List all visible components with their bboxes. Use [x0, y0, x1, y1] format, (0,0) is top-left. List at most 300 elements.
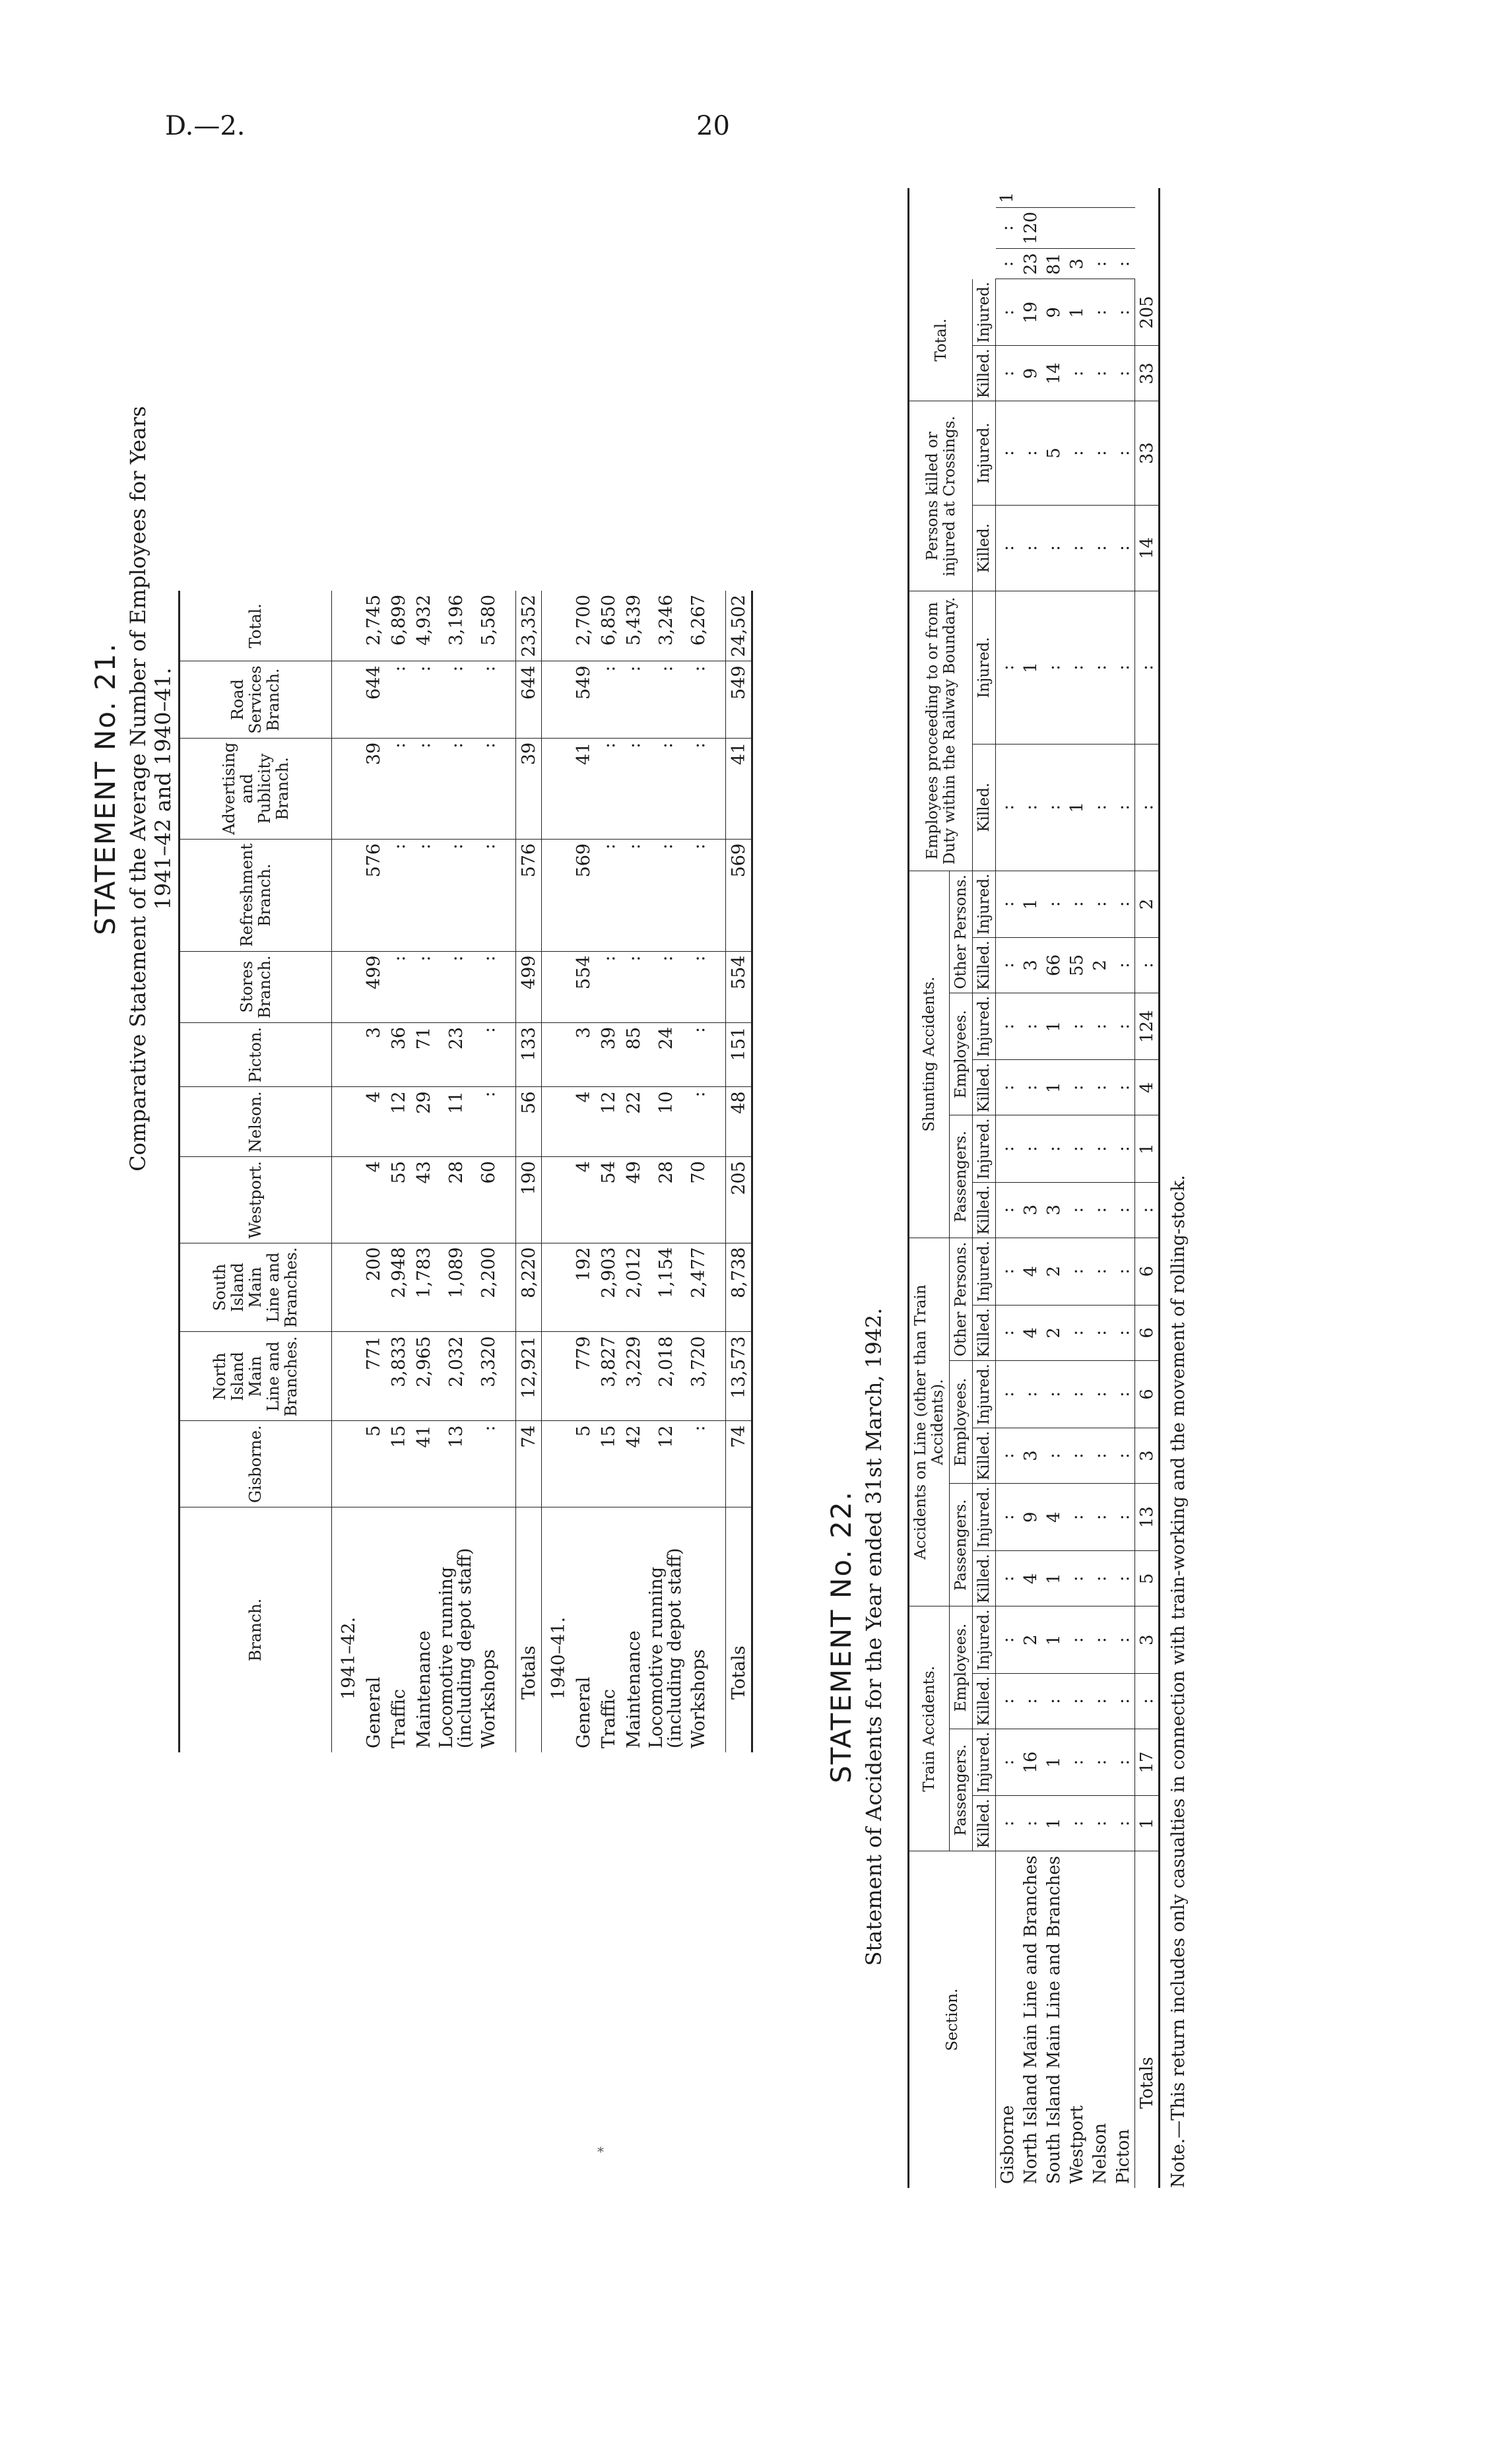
table-row	[621, 591, 646, 1752]
empty-cell	[711, 661, 726, 738]
empty-cell	[332, 738, 362, 839]
table-row	[996, 188, 1020, 2188]
table-cell: 41	[571, 738, 596, 839]
table-cell	[1042, 188, 1065, 207]
table-cell: 3	[361, 1022, 386, 1086]
table-cell: :	[1065, 1673, 1088, 1729]
table-cell: :	[1111, 401, 1135, 506]
table-cell: 41	[411, 1421, 436, 1507]
table-cell: 192	[571, 1243, 596, 1332]
table-cell: :	[1088, 1729, 1111, 1795]
statement-21-table-wrapper	[178, 591, 753, 1752]
col-shunt-employees: Employees.	[950, 993, 973, 1115]
statement-22-table	[907, 188, 1160, 2188]
totals-cell: 5	[1135, 1551, 1160, 1606]
table-cell: 1,783	[411, 1243, 436, 1332]
table-cell: 3	[1019, 1428, 1042, 1483]
col-header-7: Stores Branch.	[180, 951, 332, 1022]
table-cell: :	[386, 951, 411, 1022]
page-number: 20	[696, 111, 730, 141]
empty-cell	[501, 839, 516, 951]
totals-cell: :	[1135, 1673, 1160, 1729]
table-cell: :	[1111, 1060, 1135, 1115]
totals-cell: 569	[726, 839, 752, 951]
totals-cell: 8,220	[516, 1243, 542, 1332]
branch-name: Maintenance	[623, 1630, 644, 1748]
table-cell: 12	[596, 1087, 621, 1157]
table-cell: 2,965	[411, 1332, 436, 1421]
table-cell: :	[1042, 1673, 1065, 1729]
totals-label: Totals	[516, 1507, 542, 1752]
totals-cell: 41	[726, 738, 752, 839]
empty-cell	[542, 839, 572, 951]
totals-cell: 74	[726, 1421, 752, 1507]
spacer-row	[711, 591, 726, 1752]
branch-name: Traffic	[388, 1689, 409, 1748]
table-cell: 4	[361, 1157, 386, 1243]
table-cell	[1019, 188, 1042, 207]
table-cell: :	[1042, 871, 1065, 937]
totals-cell: 205	[726, 1157, 752, 1243]
table-row	[361, 591, 386, 1752]
totals-cell: 6	[1135, 1238, 1160, 1305]
empty-cell	[501, 591, 516, 661]
col-injured: Injured.	[973, 401, 996, 506]
table-cell: 15	[596, 1421, 621, 1507]
table-cell: 1	[1019, 591, 1042, 744]
table-cell: 5	[1042, 401, 1065, 506]
table-cell: 9	[1019, 1484, 1042, 1551]
table-cell: 1	[1042, 993, 1065, 1059]
table-cell: :	[646, 738, 686, 839]
spacer-row	[501, 591, 516, 1752]
table-row	[1111, 188, 1135, 2188]
table-cell: 1	[1042, 1060, 1065, 1115]
empty-cell	[711, 1022, 726, 1086]
table-cell: 2,200	[476, 1243, 501, 1332]
table-cell: :	[1111, 871, 1135, 937]
section-name: Westport	[1067, 2105, 1087, 2184]
table-cell: 49	[621, 1157, 646, 1243]
table-cell: 70	[686, 1157, 711, 1243]
section-name: Picton	[1113, 2129, 1133, 2184]
table-cell: 554	[571, 951, 596, 1022]
totals-cell: 23,352	[516, 591, 542, 661]
empty-cell	[542, 1243, 572, 1332]
table-cell: 12	[646, 1421, 686, 1507]
table-cell: :	[1088, 1606, 1111, 1673]
table-cell: :	[436, 839, 476, 951]
table-cell: :	[1111, 249, 1135, 279]
table-cell: 3	[1042, 1182, 1065, 1238]
empty-cell	[332, 1157, 362, 1243]
table-cell: :	[686, 738, 711, 839]
table-cell: :	[476, 661, 501, 738]
empty-cell	[501, 1507, 516, 1752]
table-cell: :	[996, 1360, 1020, 1428]
table-cell: 120	[1019, 207, 1042, 249]
col-injured: Injured.	[973, 993, 996, 1059]
table-cell: :	[996, 505, 1020, 591]
col-header-8: Refreshment Branch.	[180, 839, 332, 951]
table-cell: :	[1088, 1428, 1111, 1483]
year-label: 1941–42.	[338, 1616, 359, 1700]
col-injured: Injured.	[973, 591, 996, 744]
table-cell: :	[386, 839, 411, 951]
table-cell: :	[1088, 1360, 1111, 1428]
section-name: Nelson	[1090, 2123, 1110, 2184]
branch-name: General	[363, 1676, 384, 1748]
table-cell: 1,154	[646, 1243, 686, 1332]
table-cell: 22	[621, 1087, 646, 1157]
table-cell: 2,903	[596, 1243, 621, 1332]
branch-name: Workshops	[478, 1649, 499, 1748]
table-cell: :	[386, 661, 411, 738]
table-cell: :	[411, 839, 436, 951]
empty-cell	[711, 951, 726, 1022]
col-header-1: Gisborne.	[180, 1421, 332, 1507]
table-cell: :	[996, 938, 1020, 993]
empty-cell	[501, 738, 516, 839]
totals-cell: 124	[1135, 993, 1160, 1059]
col-group-total: Total.	[909, 279, 973, 401]
table-cell: :	[1111, 279, 1135, 346]
table-cell: 4,932	[411, 591, 436, 661]
empty-cell	[711, 839, 726, 951]
table-cell: :	[996, 1606, 1020, 1673]
empty-cell	[332, 1421, 362, 1507]
totals-cell: 14	[1135, 505, 1160, 591]
table-cell: 1	[1065, 279, 1088, 346]
table-cell: :	[1111, 1428, 1135, 1483]
table-cell: :	[1042, 744, 1065, 871]
table-row	[386, 591, 411, 1752]
table-cell	[1111, 207, 1135, 249]
empty-cell	[711, 1087, 726, 1157]
table-cell: :	[1042, 1115, 1065, 1182]
table-cell: :	[646, 951, 686, 1022]
table-cell: :	[411, 738, 436, 839]
col-killed: Killed.	[973, 1673, 996, 1729]
table-cell: 2	[1042, 1238, 1065, 1305]
table-cell: :	[476, 951, 501, 1022]
table-cell: 4	[361, 1087, 386, 1157]
table-cell: :	[996, 279, 1020, 346]
table-cell: 1	[1019, 871, 1042, 937]
col-killed: Killed.	[973, 1796, 996, 1851]
table-cell: 1	[1065, 744, 1088, 871]
table-cell: :	[996, 1673, 1020, 1729]
table-cell: :	[596, 661, 621, 738]
table-cell: :	[621, 951, 646, 1022]
table-cell: :	[996, 744, 1020, 871]
empty-cell	[332, 1087, 362, 1157]
table-cell: 4	[571, 1087, 596, 1157]
table-cell: :	[1065, 1729, 1088, 1795]
table-cell: :	[1088, 744, 1111, 871]
col-shunt-other: Other Persons.	[950, 871, 973, 993]
table-cell: :	[1065, 1305, 1088, 1360]
totals-cell: 17	[1135, 1729, 1160, 1795]
empty-cell	[542, 661, 572, 738]
table-cell: 5	[571, 1421, 596, 1507]
table-cell: :	[1019, 401, 1042, 506]
table-cell: :	[996, 1796, 1020, 1851]
table-cell: :	[1065, 1182, 1088, 1238]
table-cell: :	[1065, 1060, 1088, 1115]
table-cell: 3,246	[646, 591, 686, 661]
table-cell: :	[1088, 993, 1111, 1059]
col-injured: Injured.	[973, 1238, 996, 1305]
table-cell: 85	[621, 1022, 646, 1086]
table-cell: :	[996, 1060, 1020, 1115]
table-cell: :	[1088, 1796, 1111, 1851]
table-cell: :	[476, 1421, 501, 1507]
table-cell: 6,850	[596, 591, 621, 661]
totals-cell: 549	[726, 661, 752, 738]
table-cell: :	[1088, 1673, 1111, 1729]
table-cell: :	[1065, 346, 1088, 401]
table-cell: :	[1088, 1305, 1111, 1360]
totals-cell: :	[1135, 744, 1160, 871]
totals-cell: 3	[1135, 1606, 1160, 1673]
totals-cell: 133	[516, 1022, 542, 1086]
empty-cell	[501, 1022, 516, 1086]
table-cell: :	[1088, 249, 1111, 279]
table-cell: 4	[1042, 1484, 1065, 1551]
table-cell: :	[436, 951, 476, 1022]
table-cell	[1065, 207, 1088, 249]
statement-22-subtitle: Statement of Accidents for the Year ended 31st March, 1942.	[861, 1307, 886, 1966]
table-cell: :	[1088, 279, 1111, 346]
table-cell	[1088, 207, 1111, 249]
table-cell: :	[686, 661, 711, 738]
col-group-train: Train Accidents.	[909, 1606, 950, 1851]
col-section: Section.	[909, 1851, 996, 2188]
table-cell: 2,700	[571, 591, 596, 661]
table-cell: :	[1111, 505, 1135, 591]
table-cell: :	[996, 1428, 1020, 1483]
table-cell: 1	[1042, 1729, 1065, 1795]
table-cell: :	[1042, 1428, 1065, 1483]
table-cell: 9	[1042, 279, 1065, 346]
table-cell: 3,320	[476, 1332, 501, 1421]
table-row	[646, 591, 686, 1752]
table-row	[596, 591, 621, 1752]
table-cell: 2,032	[436, 1332, 476, 1421]
table-cell: :	[1042, 505, 1065, 591]
table-cell: :	[621, 839, 646, 951]
table-cell: :	[1042, 1360, 1065, 1428]
table-cell: :	[1019, 1673, 1042, 1729]
table-cell: :	[1111, 591, 1135, 744]
col-killed: Killed.	[973, 938, 996, 993]
table-cell: :	[1065, 871, 1088, 937]
table-row	[476, 591, 501, 1752]
table-cell: :	[476, 1087, 501, 1157]
table-cell: 549	[571, 661, 596, 738]
table-cell: 12	[386, 1087, 411, 1157]
table-cell: 4	[1019, 1305, 1042, 1360]
table-cell: :	[996, 1551, 1020, 1606]
empty-cell	[711, 591, 726, 661]
empty-cell	[332, 1022, 362, 1086]
col-killed: Killed.	[973, 1551, 996, 1606]
totals-cell: 8,738	[726, 1243, 752, 1332]
year-row	[332, 591, 362, 1752]
table-cell: :	[1088, 1115, 1111, 1182]
table-cell: :	[1065, 1551, 1088, 1606]
table-cell: 66	[1042, 938, 1065, 993]
table-cell: 71	[411, 1022, 436, 1086]
table-cell: :	[1111, 1606, 1135, 1673]
table-cell: :	[1111, 1729, 1135, 1795]
empty-cell	[501, 1087, 516, 1157]
table-cell: :	[1088, 346, 1111, 401]
table-cell	[1111, 188, 1135, 207]
statement-21-table	[178, 591, 753, 1752]
table-cell: :	[436, 738, 476, 839]
table-row	[436, 591, 476, 1752]
table-cell: :	[1088, 505, 1111, 591]
table-cell: 39	[596, 1022, 621, 1086]
table-cell: 2,745	[361, 591, 386, 661]
empty-cell	[711, 1507, 726, 1752]
table-cell: 200	[361, 1243, 386, 1332]
col-injured: Injured.	[973, 871, 996, 937]
section-name: Gisborne	[997, 2105, 1018, 2184]
statement-22-table-wrapper	[907, 188, 1189, 2188]
table-cell: 24	[646, 1022, 686, 1086]
table-cell: :	[1019, 1060, 1042, 1115]
table-body	[332, 591, 752, 1752]
table-cell: :	[1088, 1484, 1111, 1551]
col-killed: Killed.	[973, 1305, 996, 1360]
col-header-5: Nelson.	[180, 1087, 332, 1157]
section-name: South Island Main Line and Branches	[1043, 1855, 1064, 2184]
table-cell: :	[646, 839, 686, 951]
totals-cell: 190	[516, 1157, 542, 1243]
col-killed: Killed.	[973, 1060, 996, 1115]
table-cell: :	[1019, 1115, 1042, 1182]
table-cell: 55	[386, 1157, 411, 1243]
table-cell: 779	[571, 1332, 596, 1421]
statement-22-note: Note.—This return includes only casualties in connection with train-working and the movement of rolling-stock.	[1168, 1175, 1189, 2188]
table-cell: :	[686, 839, 711, 951]
table-cell: 3,196	[436, 591, 476, 661]
table-cell: :	[996, 249, 1020, 279]
col-line-passengers: Passengers.	[950, 1484, 973, 1606]
table-cell: :	[411, 661, 436, 738]
table-cell: 4	[1019, 1238, 1042, 1305]
totals-cell: 33	[1135, 346, 1160, 401]
table-cell: :	[1065, 1115, 1088, 1182]
empty-cell	[332, 1243, 362, 1332]
table-cell: :	[996, 346, 1020, 401]
empty-cell	[332, 951, 362, 1022]
statement-22-title: STATEMENT No. 22.	[825, 1490, 857, 1783]
table-cell: :	[1019, 744, 1042, 871]
totals-cell: 576	[516, 839, 542, 951]
table-cell: 2	[1042, 1305, 1065, 1360]
col-line-other: Other Persons.	[950, 1238, 973, 1360]
totals-cell: 39	[516, 738, 542, 839]
table-cell: 9	[1019, 346, 1042, 401]
table-cell: :	[1111, 938, 1135, 993]
table-cell: 2	[1088, 938, 1111, 993]
table-cell: 42	[621, 1421, 646, 1507]
table-cell: :	[1111, 1238, 1135, 1305]
table-cell: :	[996, 871, 1020, 937]
table-cell: :	[1111, 1305, 1135, 1360]
table-header-row-1	[909, 188, 950, 2188]
table-cell: :	[996, 1305, 1020, 1360]
table-cell: :	[1065, 1360, 1088, 1428]
col-injured: Injured.	[973, 279, 996, 346]
empty-cell	[501, 1157, 516, 1243]
table-cell: :	[1019, 993, 1042, 1059]
table-cell: :	[1111, 1551, 1135, 1606]
table-cell: :	[1019, 1360, 1042, 1428]
table-cell: 771	[361, 1332, 386, 1421]
branch-name: Locomotive running (including depot staff)	[646, 1548, 685, 1748]
col-killed: Killed.	[973, 505, 996, 591]
table-cell	[1088, 188, 1111, 207]
totals-row	[516, 591, 542, 1752]
totals-label: Totals	[726, 1507, 752, 1752]
table-cell: :	[1065, 505, 1088, 591]
table-cell: 5	[361, 1421, 386, 1507]
empty-cell	[332, 839, 362, 951]
table-cell: 16	[1019, 1729, 1042, 1795]
table-cell: :	[1065, 1606, 1088, 1673]
table-cell: :	[1088, 1182, 1111, 1238]
totals-cell: 644	[516, 661, 542, 738]
table-cell: :	[996, 1484, 1020, 1551]
col-shunt-passengers: Passengers.	[950, 1115, 973, 1238]
branch-name: Traffic	[598, 1689, 619, 1748]
table-cell: :	[1111, 1360, 1135, 1428]
branch-name: Maintenance	[413, 1630, 434, 1748]
table-cell: 2,477	[686, 1243, 711, 1332]
empty-cell	[542, 1157, 572, 1243]
table-cell: :	[1111, 744, 1135, 871]
table-cell: 3,833	[386, 1332, 411, 1421]
totals-cell: :	[1135, 1182, 1160, 1238]
table-cell: 3	[1019, 1182, 1042, 1238]
totals-row	[726, 591, 752, 1752]
table-body	[996, 188, 1160, 2188]
empty-cell	[501, 1332, 516, 1421]
totals-cell: 554	[726, 951, 752, 1022]
empty-cell	[332, 661, 362, 738]
totals-cell: 6	[1135, 1305, 1160, 1360]
col-injured: Injured.	[973, 1729, 996, 1795]
table-cell: 6,899	[386, 591, 411, 661]
table-cell: 23	[1019, 249, 1042, 279]
page-header-left: D.—2.	[165, 111, 246, 141]
table-cell: 3,827	[596, 1332, 621, 1421]
table-row	[1088, 188, 1111, 2188]
table-cell: 28	[646, 1157, 686, 1243]
table-cell: :	[1111, 993, 1135, 1059]
empty-cell	[542, 1022, 572, 1086]
table-cell: :	[596, 839, 621, 951]
statement-21-subtitle-line2: 1941–42 and 1940–41.	[150, 667, 176, 910]
table-cell: :	[1019, 1796, 1042, 1851]
table-cell: 11	[436, 1087, 476, 1157]
table-row	[411, 591, 436, 1752]
